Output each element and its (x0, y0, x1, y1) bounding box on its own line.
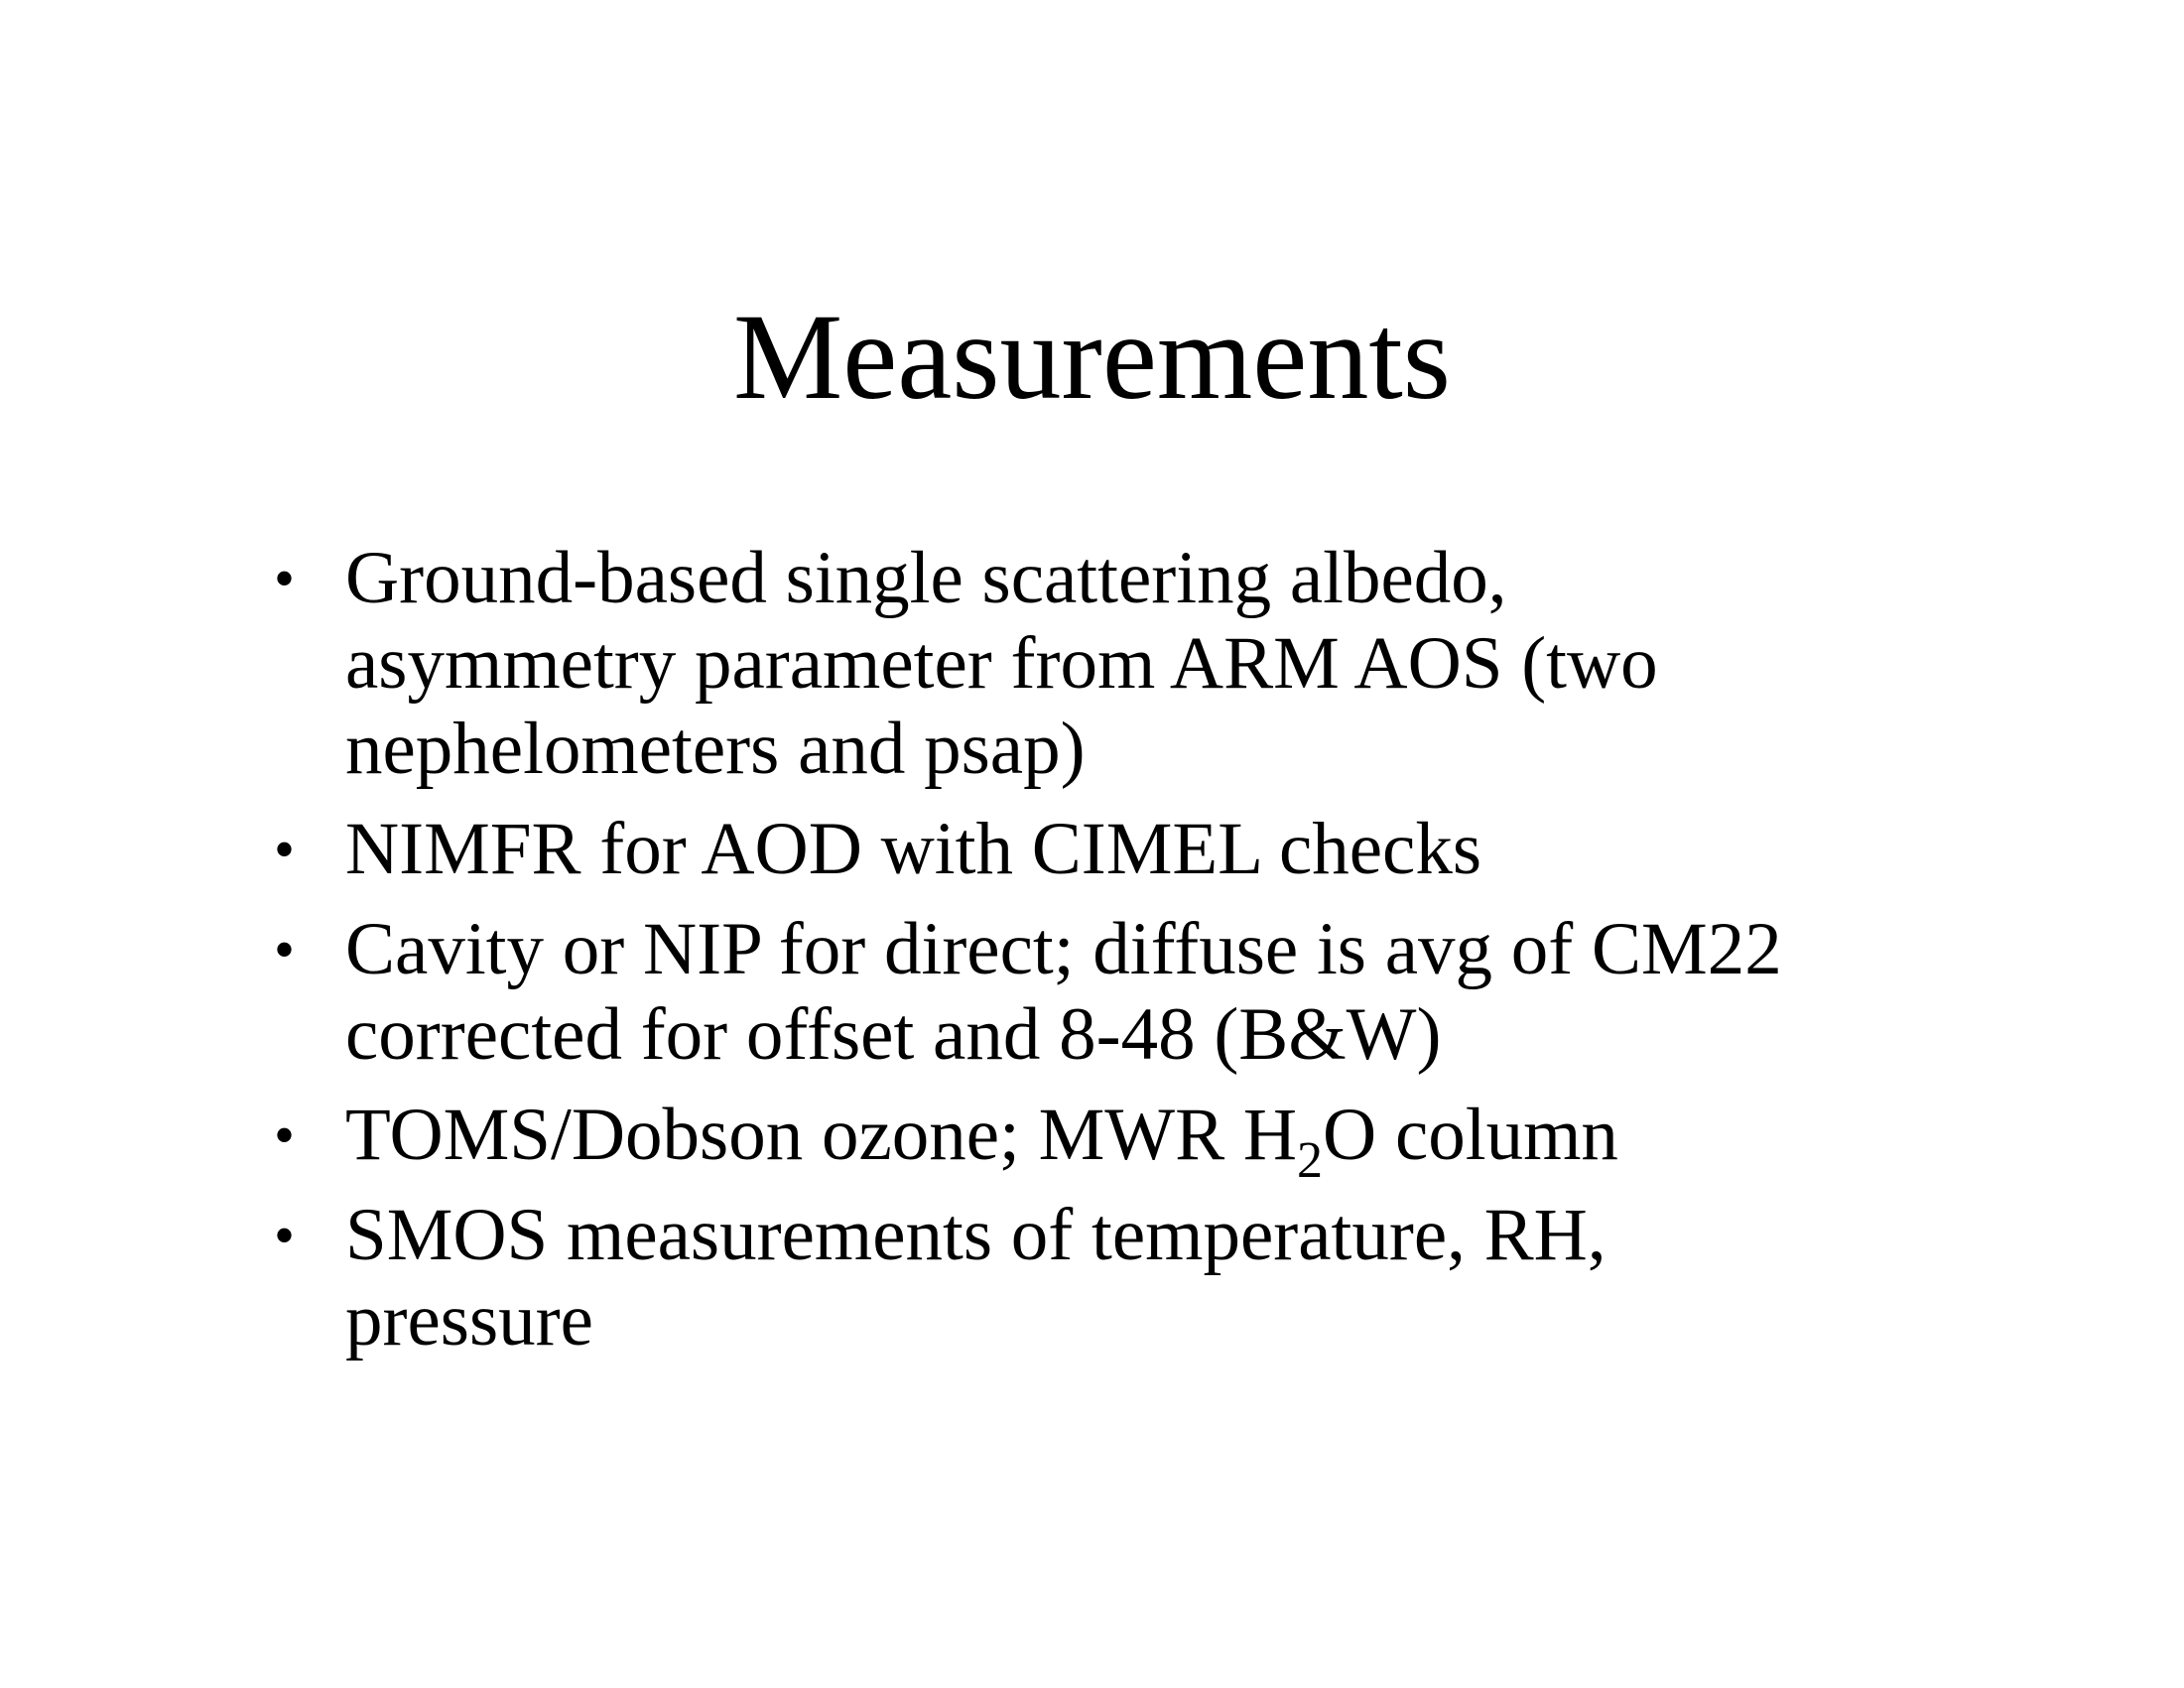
bullet-text-before-subscript: TOMS/Dobson ozone; MWR H (345, 1094, 1298, 1176)
bullet-icon: • (274, 1203, 296, 1268)
bullet-line: Cavity or NIP for direct; diffuse is avg of CM22 (345, 908, 1782, 990)
bullet-text-after-subscript: O column (1323, 1094, 1618, 1176)
bullet-line: corrected for offset and 8-48 (B&W) (345, 993, 1442, 1076)
slide-title: Measurements (732, 289, 1452, 425)
bullet-icon: • (274, 817, 296, 882)
bullet-item-toms (258, 1093, 1965, 1189)
bullet-item-ground-based (258, 536, 1965, 792)
bullet-list (258, 536, 1965, 1378)
bullet-line: NIMFR for AOD with CIMEL checks (345, 808, 1482, 890)
bullet-line: pressure (345, 1279, 593, 1362)
bullet-item-cavity (258, 907, 1965, 1078)
bullet-line: Ground-based single scattering albedo, (345, 537, 1507, 619)
bullet-line: asymmetry parameter from ARM AOS (two (345, 622, 1658, 705)
bullet-icon: • (274, 917, 296, 982)
bullet-item-nimfr (258, 807, 1965, 892)
bullet-line: SMOS measurements of temperature, RH, (345, 1194, 1606, 1276)
bullet-item-smos (258, 1193, 1965, 1363)
subscript-text: 2 (1297, 1132, 1324, 1189)
bullet-icon: • (274, 546, 296, 611)
bullet-icon: • (274, 1103, 296, 1168)
bullet-line (345, 1093, 1965, 1189)
bullet-line: nephelometers and psap) (345, 708, 1086, 790)
